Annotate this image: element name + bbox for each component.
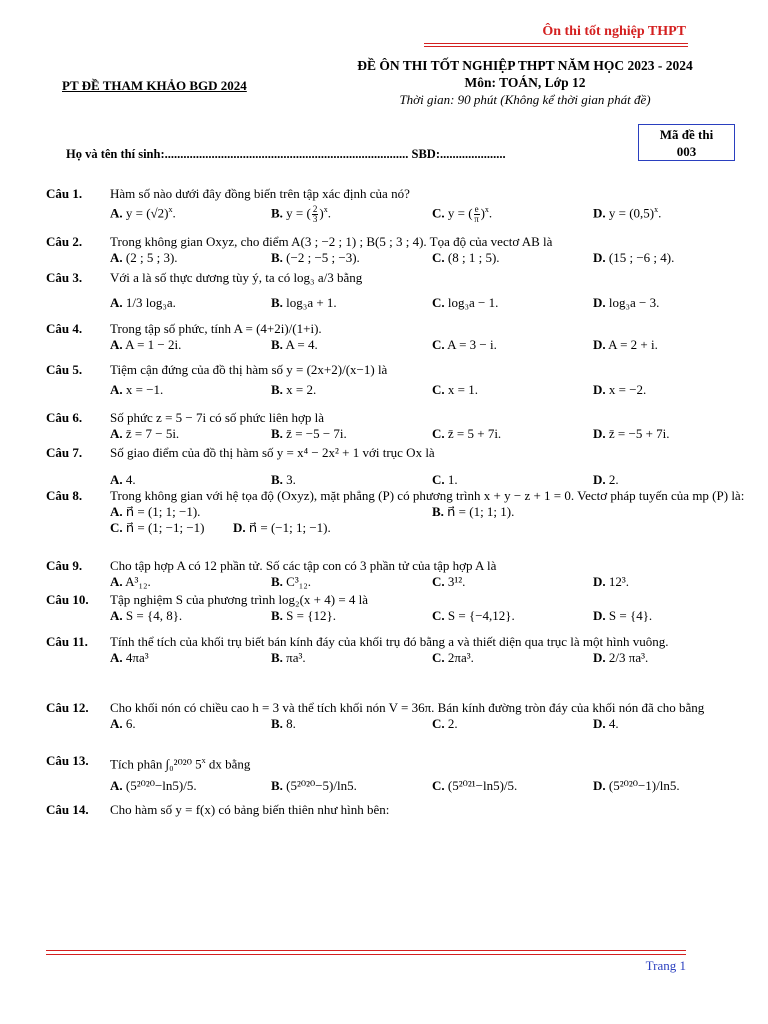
question-13 <box>46 753 746 794</box>
question-6 <box>46 410 746 442</box>
answer-option-b: B. A = 4. <box>271 337 318 352</box>
question-5 <box>46 362 746 398</box>
question-8 <box>46 488 746 536</box>
answer-option-d: D. (5²⁰²⁰−1)/ln5. <box>593 778 680 794</box>
answer-option-a: A. (2 ; 5 ; 3). <box>110 250 178 265</box>
student-info-line: Họ và tên thí sinh:.............................................................................. SBD:..................... <box>66 147 506 161</box>
exam-code-label: Mã đề thi <box>659 127 714 142</box>
question-label: Câu 12. <box>46 700 89 715</box>
question-label: Câu 9. <box>46 558 83 573</box>
question-7 <box>46 445 746 488</box>
answer-option-d: D. x = −2. <box>593 382 647 397</box>
answer-option-c: C. y = ( $\frac{e}{\pi}$ )$^x$. <box>432 203 493 224</box>
answer-row <box>110 608 746 624</box>
answer-option-b: B. n⃗ = (1; 1; 1). <box>432 504 515 519</box>
answer-option-c: C. log₃a − 1. <box>432 295 499 310</box>
answer-option-c: C. n⃗ = (1; −1; −1) <box>110 520 205 535</box>
question-label: Câu 6. <box>46 410 83 425</box>
answer-row <box>110 504 746 520</box>
question-label: Câu 2. <box>46 234 83 249</box>
answer-option-b: B. 8. <box>271 716 296 731</box>
question-label: Câu 10. <box>46 592 89 607</box>
top-tag: Ôn thi tốt nghiệp THPT <box>542 24 686 39</box>
question-label: Câu 11. <box>46 634 88 649</box>
header-rule-2 <box>424 46 688 47</box>
question-11 <box>46 634 746 666</box>
answer-option-c: C. x = 1. <box>432 382 478 397</box>
answer-option-a: A. (5²⁰²⁰−ln5)/5. <box>110 778 197 794</box>
answer-option-a: A. $y = (√2)^x$. <box>110 205 176 221</box>
answer-option-c: C. 3¹². <box>432 574 466 589</box>
question-stem: Cho hàm số y = f(x) có bảng biến thiên như hình bên: <box>110 802 390 817</box>
question-1 <box>46 186 746 224</box>
answer-row <box>110 472 746 488</box>
answer-option-b: B. z̄ = −5 − 7i. <box>271 426 347 441</box>
answer-option-c: C. (8 ; 1 ; 5). <box>432 250 500 265</box>
answer-row <box>110 337 746 353</box>
answer-option-d: D. 4. <box>593 716 619 731</box>
question-stem: Số giao điểm của đồ thị hàm số y = x⁴ − 2x² + 1 với trục Ox là <box>110 445 435 460</box>
header-rule <box>424 43 688 44</box>
answer-option-a: A. 1/3 log₃a. <box>110 295 176 310</box>
answer-row <box>110 202 746 224</box>
question-9 <box>46 558 746 590</box>
exam-code-box <box>638 124 735 161</box>
answer-option-b: B. S = {12}. <box>271 608 336 623</box>
question-3 <box>46 270 746 311</box>
answer-option-d: D. 12³. <box>593 574 630 589</box>
question-label: Câu 7. <box>46 445 83 460</box>
question-2 <box>46 234 746 266</box>
answer-option-a: A. S = {4, 8}. <box>110 608 183 623</box>
answer-option-b: B. x = 2. <box>271 382 317 397</box>
question-stem: Với a là số thực dương tùy ý, ta có log₃ a/3 bằng <box>110 270 363 285</box>
question-stem: Cho khối nón có chiều cao h = 3 và thể tích khối nón V = 36π. Bán kính đường tròn đáy của khối nón đã cho bằng <box>110 700 705 715</box>
answer-option-c: C. z̄ = 5 + 7i. <box>432 426 502 441</box>
answer-option-c: C. 2πa³. <box>432 650 474 665</box>
answer-option-b: B. log₃a + 1. <box>271 295 337 310</box>
answer-option-b: B. 3. <box>271 472 296 487</box>
answer-option-d: D. log₃a − 3. <box>593 295 660 310</box>
answer-option-c: C. 1. <box>432 472 458 487</box>
answer-option-d: D. $y = (0,5)^x$. <box>593 205 662 221</box>
exam-time: Thời gian: 90 phút (Không kể thời gian phát đề) <box>399 92 651 107</box>
answer-row <box>110 520 746 536</box>
answer-row <box>110 426 746 442</box>
answer-option-a: A. z̄ = 7 − 5i. <box>110 426 180 441</box>
answer-option-d: D. z̄ = −5 + 7i. <box>593 426 670 441</box>
answer-option-d: D. A = 2 + i. <box>593 337 658 352</box>
answer-option-d: D. (15 ; −6 ; 4). <box>593 250 675 265</box>
answer-option-b: B. (5²⁰²⁰−5)/ln5. <box>271 778 357 794</box>
answer-option-b: B. C³₁₂. <box>271 574 312 589</box>
exam-subject: Môn: TOÁN, Lớp 12 <box>464 75 586 90</box>
answer-option-a: A. n⃗ = (1; 1; −1). <box>110 504 201 519</box>
question-stem: Số phức z = 5 − 7i có số phức liên hợp là <box>110 410 324 425</box>
answer-option-d: D. 2. <box>593 472 619 487</box>
page-number: Trang 1 <box>645 958 686 973</box>
answer-row <box>110 650 746 666</box>
answer-option-c: C. 2. <box>432 716 458 731</box>
question-stem: Trong tập số phức, tính A = (4+2i)/(1+i). <box>110 321 322 336</box>
question-10 <box>46 592 746 624</box>
answer-option-b: B. y = ( $\frac{2}{3}$ )$^x$. <box>271 203 331 224</box>
answer-option-b: B. (−2 ; −5 ; −3). <box>271 250 360 265</box>
answer-option-d: D. S = {4}. <box>593 608 653 623</box>
question-stem: Tiệm cận đứng của đồ thị hàm số y = (2x+2)/(x−1) là <box>110 362 388 377</box>
answer-option-c: C. A = 3 − i. <box>432 337 497 352</box>
answer-option-c: C. S = {−4,12}. <box>432 608 515 623</box>
question-stem: Cho tập hợp A có 12 phần tử. Số các tập con có 3 phần tử của tập hợp A là <box>110 558 497 573</box>
answer-option-a: A. A³₁₂. <box>110 574 151 589</box>
question-stem: Trong không gian Oxyz, cho điểm A(3 ; −2 ; 1) ; B(5 ; 3 ; 4). Tọa độ của vectơ AB là <box>110 234 553 249</box>
answer-option-d: D. n⃗ = (−1; 1; −1). <box>233 520 331 535</box>
answer-row <box>110 716 746 732</box>
question-label: Câu 1. <box>46 186 83 201</box>
question-label: Câu 14. <box>46 802 89 817</box>
exam-title: ĐỀ ÔN THI TỐT NGHIỆP THPT NĂM HỌC 2023 - 2024 <box>357 58 693 73</box>
question-14 <box>46 802 746 818</box>
footer-rule <box>46 950 686 951</box>
answer-option-c: C. (5²⁰²¹−ln5)/5. <box>432 778 518 794</box>
exam-code-value: 003 <box>676 144 697 159</box>
answer-option-b: B. πa³. <box>271 650 306 665</box>
answer-option-a: A. x = −1. <box>110 382 164 397</box>
question-stem: Tính thể tích của khối trụ biết bán kính đáy của khối trụ đó bằng a và thiết diện qua trục là một hình vuông. <box>110 634 669 649</box>
question-stem: Tập nghiệm S của phương trình log₂(x + 4) = 4 là <box>110 592 369 607</box>
question-stem: Hàm số nào dưới đây đồng biến trên tập xác định của nó? <box>110 186 410 201</box>
question-stem: Trong không gian với hệ tọa độ (Oxyz), mặt phẳng (P) có phương trình x + y − z + 1 = 0. Vectơ pháp tuyến của mp (P) là: <box>110 488 745 503</box>
question-4 <box>46 321 746 353</box>
footer-rule-2 <box>46 954 686 955</box>
question-label: Câu 8. <box>46 488 83 503</box>
question-label: Câu 13. <box>46 753 89 768</box>
answer-row <box>110 382 746 398</box>
answer-row <box>110 778 746 794</box>
question-12 <box>46 700 746 732</box>
answer-option-a: A. 4. <box>110 472 136 487</box>
question-label: Câu 4. <box>46 321 83 336</box>
question-label: Câu 5. <box>46 362 83 377</box>
answer-option-a: A. 6. <box>110 716 136 731</box>
answer-option-d: D. 2/3 πa³. <box>593 650 649 665</box>
question-label: Câu 3. <box>46 270 83 285</box>
answer-row <box>110 574 746 590</box>
answer-row <box>110 250 746 266</box>
answer-row <box>110 295 746 311</box>
question-stem: Tích phân ∫₀²⁰²⁰ 5$^x$ dx bằng <box>110 756 251 772</box>
answer-option-a: A. A = 1 − 2i. <box>110 337 182 352</box>
answer-option-a: A. 4πa³ <box>110 650 149 665</box>
exam-source: PT ĐỀ THAM KHẢO BGD 2024 <box>62 78 247 93</box>
